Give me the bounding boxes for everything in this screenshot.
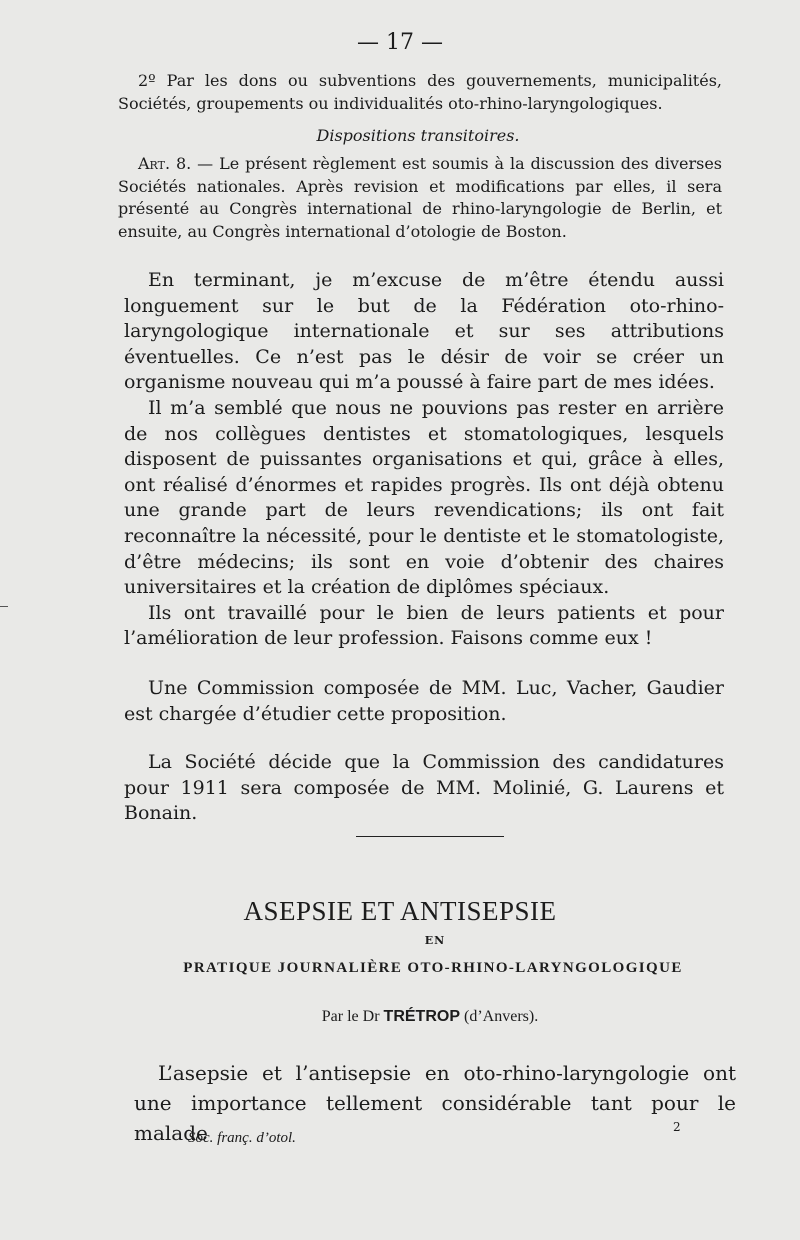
regulation-item-2-text: 2º Par les dons ou subventions des gouvernements, municipalités, Sociétés, groupements ou individualités oto-rhino-laryngologiques. — [118, 71, 722, 113]
page-number: — 17 — — [357, 30, 443, 55]
article-8 — [118, 153, 722, 243]
journal-footer: Soc. franç. d’otol. — [188, 1130, 296, 1146]
article-title: ASEPSIE ET ANTISEPSIE — [243, 896, 557, 926]
signature-mark: 2 — [673, 1120, 681, 1134]
paragraph-3: Ils ont travaillé pour le bien de leurs patients et pour l’amélioration de leur profession. Faisons comme eux ! — [124, 601, 724, 650]
societe-paragraph: La Société décide que la Commission des candidatures pour 1911 sera composée de MM. Molinié, G. Laurens et Bonain. — [124, 751, 724, 825]
margin-mark — [0, 606, 8, 607]
article-subtitle: PRATIQUE JOURNALIÈRE OTO-RHINO-LARYNGOLOGIQUE — [183, 960, 683, 976]
regulation-item-2 — [118, 70, 722, 115]
paragraph-1: En terminant, je m’excuse de m’être étendu aussi longuement sur le but de la Fédération oto-rhino-laryngologique internationale et sur ses attributions éventuelles. Ce n’est pas le désir de voir se créer un organisme nouveau qui m’a poussé à faire part de mes idées. — [124, 269, 724, 394]
author-prefix: Par le Dr — [321, 1008, 384, 1025]
commission-paragraph: Une Commission composée de MM. Luc, Vacher, Gaudier est chargée d’étudier cette proposition. — [124, 677, 724, 725]
article-8-text: — Le présent règlement est soumis à la discussion des diverses Sociétés nationales. Après revision et modifications par elles, il sera présenté au Congrès international de rhino-laryngologie de Berlin, et ensuite, au Congrès international d’otologie de Boston. — [118, 154, 722, 241]
author-name: TRÉTROP — [383, 1008, 460, 1025]
article-author-line — [0, 1008, 800, 1026]
article-title-en: EN — [424, 934, 446, 947]
article-opening: L’asepsie et l’antisepsie en oto-rhino-laryngologie ont une importance tellement considérable tant pour le malade — [134, 1061, 736, 1145]
paragraph-2: Il m’a semblé que nous ne pouvions pas rester en arrière de nos collègues dentistes et stomatologiques, lesquels disposent de puissantes organisations et qui, grâce à elles, ont réalisé d’énormes et rapides progrès. Ils ont déjà obtenu une grande part de leurs revendications; ils ont fait reconnaître la nécessité, pour le dentiste et le stomatologiste, d’être médecins; ils sont en voie d’obtenir des chaires universitaires et la création de diplômes spéciaux. — [124, 396, 724, 599]
author-suffix: (d’Anvers). — [460, 1008, 539, 1025]
transitional-heading: Dispositions transitoires. — [316, 126, 520, 145]
main-body — [124, 268, 724, 652]
section-divider — [356, 836, 504, 837]
article-8-label: Art. 8. — [138, 154, 192, 173]
